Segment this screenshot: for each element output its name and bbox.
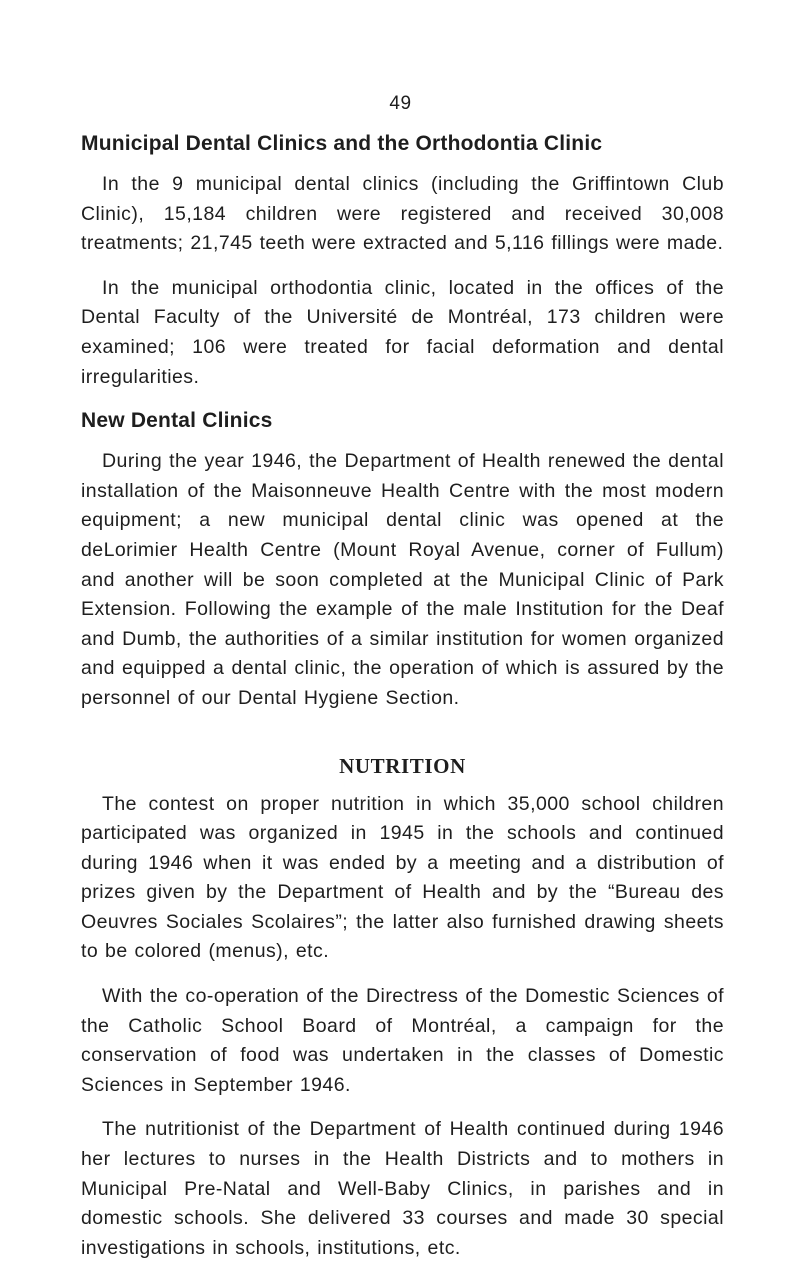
- paragraph: The contest on proper nutrition in which 35,000 school children participated was organized in 1945 in the schools and continued during 1946 when it was ended by a meeting and a distribution of prizes given by the Department of Health and by the “Bureau des Oeuvres Sociales Scolaires”; the latter also furnished drawing sheets to be colored (menus), etc.: [81, 792, 724, 963]
- paragraph: With the co-operation of the Directress of the Domestic Sciences of the Catholic School Board of Montréal, a campaign for the conservation of food was undertaken in the classes of Domestic Sciences in September 1946.: [81, 985, 724, 1096]
- paragraph: In the 9 municipal dental clinics (including the Griffintown Club Clinic), 15,184 children were registered and received 30,008 treatments; 21,745 teeth were extracted and 5,116 fillings were made.: [81, 173, 724, 255]
- section-heading-new-dental-clinics: New Dental Clinics: [81, 409, 273, 433]
- paragraph: The nutritionist of the Department of Health continued during 1946 her lectures to nurses in the Health Districts and to mothers in Municipal Pre-Natal and Well-Baby Clinics, in parishes and in domestic schools. She delivered 33 courses and made 30 special investigations in schools, institutions, etc.: [81, 1118, 724, 1259]
- paragraph: In the municipal orthodontia clinic, located in the offices of the Dental Faculty of the Université de Montréal, 173 children were examined; 106 were treated for facial deformation and dental irregularities.: [81, 276, 724, 388]
- paragraph: During the year 1946, the Department of Health renewed the dental installation of the Maisonneuve Health Centre with the most modern equipment; a new municipal dental clinic was opened at the deLorimier Health Centre (Mount Royal Avenue, corner of Fullum) and another will be soon completed at the Municipal Clinic of Park Extension. Following the example of the male Institution for the Deaf and Dumb, the authorities of a similar institution for women organized and equipped a dental clinic, the operation of which is assured by the personnel of our Dental Hygiene Section.: [81, 450, 724, 709]
- section-heading-dental-clinics: Municipal Dental Clinics and the Orthodontia Clinic: [81, 132, 603, 155]
- page-number: 49: [389, 93, 412, 114]
- section-heading-nutrition: NUTRITION: [339, 753, 466, 778]
- page-content: [81, 130, 724, 1278]
